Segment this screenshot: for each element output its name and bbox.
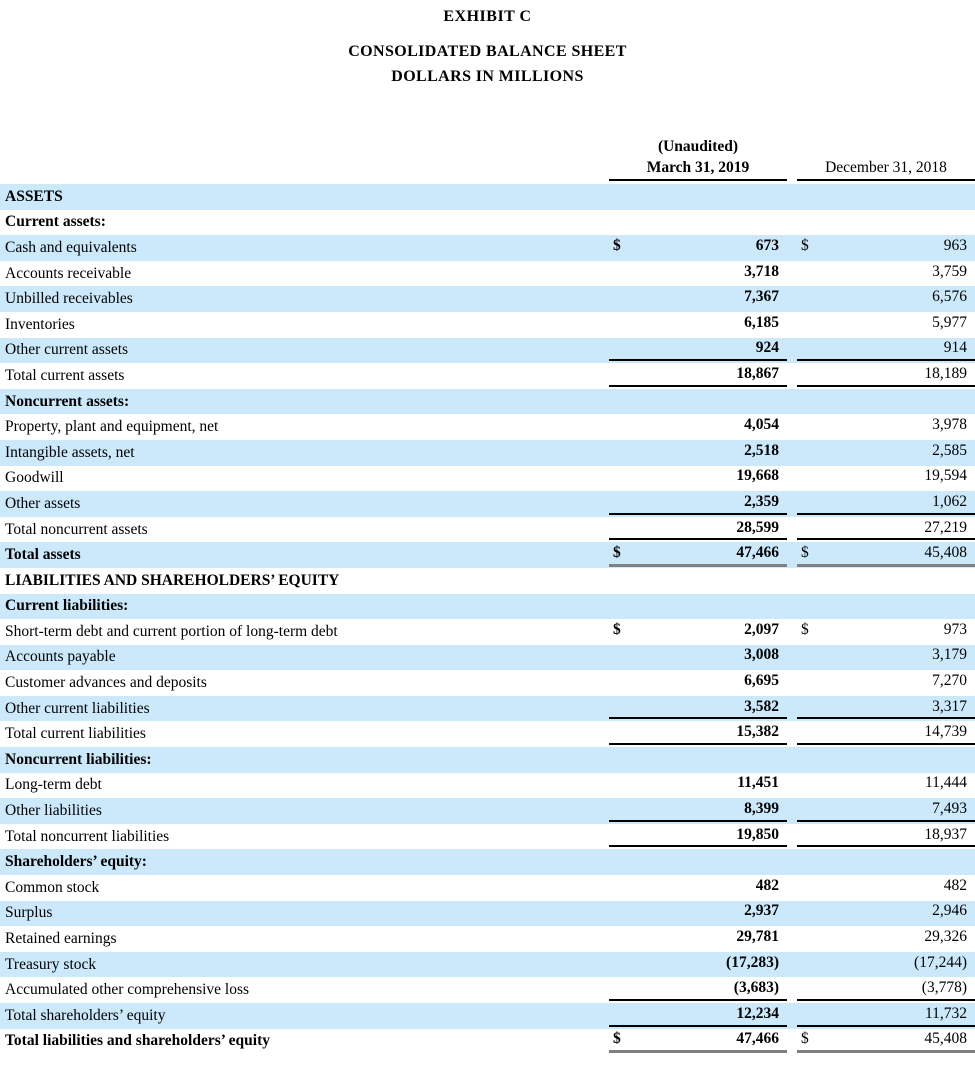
column-gap [787, 670, 797, 696]
row-label: Long-term debt [5, 776, 102, 794]
table-row [0, 824, 975, 850]
amount-current-period [609, 849, 787, 873]
row-label: Accounts receivable [5, 264, 132, 282]
column-gap [787, 696, 797, 722]
amount-value: 2,585 [932, 441, 967, 459]
amount-prior-period [797, 363, 975, 387]
amount-current-period [609, 184, 787, 208]
amount-value: 29,781 [736, 928, 779, 946]
column-headers [0, 136, 975, 181]
column-gap [787, 184, 797, 210]
row-label: Noncurrent assets: [5, 392, 130, 410]
row-label: Total shareholders’ equity [5, 1006, 166, 1024]
amount-value: 28,599 [736, 518, 779, 536]
amount-current-period [609, 721, 787, 745]
amount-prior-period [797, 312, 975, 336]
column-gap [787, 619, 797, 645]
amount-value: 29,326 [924, 928, 967, 946]
amount-current-period [609, 645, 787, 669]
row-label: Total liabilities and shareholders’ equity [5, 1032, 270, 1050]
amount-value: 11,451 [737, 774, 779, 792]
amount-value: 924 [755, 339, 779, 357]
column-header-current-period [609, 136, 787, 181]
table-row [0, 747, 975, 773]
table-row [0, 875, 975, 901]
amount-value: 3,317 [932, 697, 967, 715]
column-gap [787, 440, 797, 466]
amount-value: 3,759 [932, 262, 967, 280]
row-label: Total current assets [5, 366, 125, 384]
amount-prior-period [797, 721, 975, 745]
dollar-sign: $ [613, 236, 621, 254]
amount-prior-period [797, 1029, 975, 1054]
amount-value: 18,937 [924, 825, 967, 843]
exhibit-title: EXHIBIT C [443, 8, 532, 25]
table-row [0, 798, 975, 824]
amount-value: 7,367 [744, 288, 779, 306]
row-label: ASSETS [5, 187, 63, 205]
column-gap [787, 773, 797, 799]
amount-current-period [609, 798, 787, 822]
amount-current-period [609, 363, 787, 387]
row-label: Accumulated other comprehensive loss [5, 981, 250, 999]
amount-value: (17,283) [726, 953, 779, 971]
amount-value: 11,732 [924, 1004, 967, 1022]
column-gap [787, 389, 797, 415]
row-label: Intangible assets, net [5, 443, 135, 461]
column-gap [787, 926, 797, 952]
table-row [0, 542, 975, 568]
amount-prior-period [797, 210, 975, 234]
column-gap [787, 261, 797, 287]
balance-sheet-table [0, 184, 975, 1054]
table-row [0, 363, 975, 389]
amount-current-period [609, 261, 787, 285]
amount-value: 2,518 [744, 441, 779, 459]
amount-value: 2,359 [744, 492, 779, 510]
dollar-sign: $ [801, 1030, 809, 1048]
amount-prior-period [797, 926, 975, 950]
table-row [0, 670, 975, 696]
column-gap [787, 286, 797, 312]
column-gap [787, 849, 797, 875]
table-row [0, 414, 975, 440]
table-row [0, 977, 975, 1003]
amount-value: 973 [943, 620, 967, 638]
column-gap [787, 1029, 797, 1055]
amount-prior-period [797, 440, 975, 464]
amount-current-period [609, 619, 787, 643]
amount-prior-period [797, 184, 975, 208]
amount-current-period [609, 517, 787, 541]
table-row [0, 440, 975, 466]
amount-prior-period [797, 491, 975, 515]
column-gap [787, 491, 797, 517]
amount-value: 673 [755, 236, 779, 254]
column-gap [787, 824, 797, 850]
amount-current-period [609, 440, 787, 464]
amount-value: 47,466 [736, 1030, 779, 1048]
table-row [0, 517, 975, 543]
amount-prior-period [797, 594, 975, 618]
amount-value: 3,718 [744, 262, 779, 280]
row-label: Noncurrent liabilities: [5, 750, 152, 768]
amount-prior-period [797, 542, 975, 567]
row-label: Total assets [5, 546, 81, 564]
amount-value: 4,054 [744, 416, 779, 434]
amount-current-period [609, 312, 787, 336]
dollar-sign: $ [613, 544, 621, 562]
unaudited-note: (Unaudited) [657, 138, 739, 155]
amount-value: 12,234 [736, 1004, 779, 1022]
row-label: Other assets [5, 494, 81, 512]
amount-current-period [609, 747, 787, 771]
column-gap [787, 235, 797, 261]
amount-prior-period [797, 517, 975, 541]
row-label: Common stock [5, 878, 100, 896]
column-gap [787, 952, 797, 978]
column-gap [787, 542, 797, 568]
row-label: Other liabilities [5, 802, 102, 820]
amount-prior-period [797, 901, 975, 925]
row-label: Other current liabilities [5, 699, 150, 717]
table-row [0, 466, 975, 492]
column-gap [787, 901, 797, 927]
table-row [0, 1003, 975, 1029]
amount-value: 7,493 [932, 800, 967, 818]
amount-value: 3,978 [932, 416, 967, 434]
amount-current-period [609, 670, 787, 694]
amount-current-period [609, 773, 787, 797]
amount-prior-period [797, 696, 975, 720]
table-row [0, 619, 975, 645]
amount-prior-period [797, 568, 975, 592]
table-row [0, 773, 975, 799]
amount-current-period [609, 824, 787, 848]
amount-current-period [609, 542, 787, 567]
table-row [0, 389, 975, 415]
amount-current-period [609, 491, 787, 515]
amount-prior-period [797, 849, 975, 873]
amount-value: 18,867 [736, 364, 779, 382]
amount-current-period [609, 414, 787, 438]
row-label: LIABILITIES AND SHAREHOLDERS’ EQUITY [5, 571, 340, 589]
amount-prior-period [797, 645, 975, 669]
column-gap [787, 1003, 797, 1029]
amount-current-period [609, 389, 787, 413]
table-row [0, 491, 975, 517]
amount-current-period [609, 875, 787, 899]
amount-prior-period [797, 414, 975, 438]
amount-prior-period [797, 261, 975, 285]
row-label: Total current liabilities [5, 725, 146, 743]
table-row [0, 645, 975, 671]
amount-prior-period [797, 824, 975, 848]
amount-value: 482 [755, 876, 779, 894]
column-gap [787, 210, 797, 236]
row-label: Property, plant and equipment, net [5, 418, 219, 436]
column-gap [787, 517, 797, 543]
amount-prior-period [797, 798, 975, 822]
column-gap [787, 977, 797, 1003]
table-row [0, 235, 975, 261]
amount-value: 6,695 [744, 672, 779, 690]
table-row [0, 210, 975, 236]
amount-value: 11,444 [924, 774, 967, 792]
column-gap [787, 312, 797, 338]
amount-value: 914 [943, 339, 967, 357]
amount-value: 1,062 [932, 492, 967, 510]
column-gap [787, 798, 797, 824]
amount-prior-period [797, 747, 975, 771]
table-row [0, 568, 975, 594]
dollar-sign: $ [801, 236, 809, 254]
row-label: Customer advances and deposits [5, 674, 207, 692]
table-row [0, 901, 975, 927]
amount-value: 19,668 [736, 467, 779, 485]
row-label: Total noncurrent assets [5, 520, 148, 538]
amount-current-period [609, 1029, 787, 1054]
dollar-sign: $ [613, 620, 621, 638]
column-gap [787, 747, 797, 773]
amount-value: 2,937 [744, 902, 779, 920]
table-row [0, 594, 975, 620]
amount-current-period [609, 338, 787, 362]
amount-current-period [609, 286, 787, 310]
table-row [0, 1029, 975, 1055]
row-label: Goodwill [5, 469, 64, 487]
row-label: Treasury stock [5, 955, 97, 973]
column-gap [787, 414, 797, 440]
current-period-date: March 31, 2019 [646, 159, 750, 176]
table-row [0, 849, 975, 875]
dollar-sign: $ [613, 1030, 621, 1048]
amount-prior-period [797, 875, 975, 899]
amount-prior-period [797, 235, 975, 259]
amount-value: (3,778) [921, 979, 967, 997]
amount-value: 3,582 [744, 697, 779, 715]
amount-prior-period [797, 773, 975, 797]
row-label: Retained earnings [5, 930, 117, 948]
amount-prior-period [797, 619, 975, 643]
table-row [0, 261, 975, 287]
row-label: Other current assets [5, 341, 129, 359]
amount-value: 45,408 [924, 1030, 967, 1048]
row-label: Surplus [5, 904, 53, 922]
amount-current-period [609, 235, 787, 259]
table-row [0, 184, 975, 210]
column-gap [787, 875, 797, 901]
amount-value: 2,946 [932, 902, 967, 920]
column-header-prior-period [797, 157, 975, 181]
amount-prior-period [797, 466, 975, 490]
row-label: Inventories [5, 315, 75, 333]
amount-current-period [609, 568, 787, 592]
amount-value: 7,270 [932, 672, 967, 690]
amount-value: 19,850 [736, 825, 779, 843]
table-row [0, 286, 975, 312]
document-header [0, 0, 975, 86]
column-gap [787, 466, 797, 492]
amount-current-period [609, 594, 787, 618]
table-row [0, 696, 975, 722]
amount-prior-period [797, 338, 975, 362]
amount-current-period [609, 210, 787, 234]
amount-value: 27,219 [924, 518, 967, 536]
amount-value: 6,576 [932, 288, 967, 306]
table-row [0, 338, 975, 364]
column-gap [787, 568, 797, 594]
amount-prior-period [797, 286, 975, 310]
amount-prior-period [797, 952, 975, 976]
amount-prior-period [797, 389, 975, 413]
amount-value: 6,185 [744, 313, 779, 331]
amount-value: 45,408 [924, 544, 967, 562]
table-row [0, 952, 975, 978]
amount-value: 8,399 [744, 800, 779, 818]
amount-value: 5,977 [932, 313, 967, 331]
amount-value: 19,594 [924, 467, 967, 485]
amount-value: 3,179 [932, 646, 967, 664]
row-label: Unbilled receivables [5, 290, 133, 308]
amount-current-period [609, 696, 787, 720]
amount-current-period [609, 926, 787, 950]
amount-prior-period [797, 670, 975, 694]
amount-value: 15,382 [736, 723, 779, 741]
column-gap [787, 338, 797, 364]
table-row [0, 721, 975, 747]
amount-value: 14,739 [924, 723, 967, 741]
column-gap [787, 645, 797, 671]
amount-current-period [609, 977, 787, 1001]
column-gap [787, 594, 797, 620]
document-title: CONSOLIDATED BALANCE SHEET [348, 43, 627, 60]
amount-current-period [609, 901, 787, 925]
row-label: Short-term debt and current portion of long-term debt [5, 622, 338, 640]
row-label: Cash and equivalents [5, 238, 137, 256]
amount-prior-period [797, 1003, 975, 1027]
row-label: Current assets: [5, 213, 106, 231]
row-label: Accounts payable [5, 648, 116, 666]
amount-value: 3,008 [744, 646, 779, 664]
amount-current-period [609, 952, 787, 976]
amount-current-period [609, 466, 787, 490]
row-label: Shareholders’ equity: [5, 853, 147, 871]
amount-value: (17,244) [914, 953, 967, 971]
dollar-sign: $ [801, 620, 809, 638]
amount-value: 963 [943, 236, 967, 254]
amount-value: 47,466 [736, 544, 779, 562]
prior-period-date: December 31, 2018 [825, 159, 947, 176]
amount-value: 2,097 [744, 620, 779, 638]
dollar-sign: $ [801, 544, 809, 562]
document-subtitle: DOLLARS IN MILLIONS [391, 68, 584, 85]
amount-current-period [609, 1003, 787, 1027]
table-row [0, 926, 975, 952]
amount-value: 482 [943, 876, 967, 894]
amount-value: (3,683) [733, 979, 779, 997]
column-gap [787, 363, 797, 389]
table-row [0, 312, 975, 338]
column-gap [787, 721, 797, 747]
amount-value: 18,189 [924, 364, 967, 382]
row-label: Total noncurrent liabilities [5, 827, 170, 845]
row-label: Current liabilities: [5, 597, 129, 615]
amount-prior-period [797, 977, 975, 1001]
